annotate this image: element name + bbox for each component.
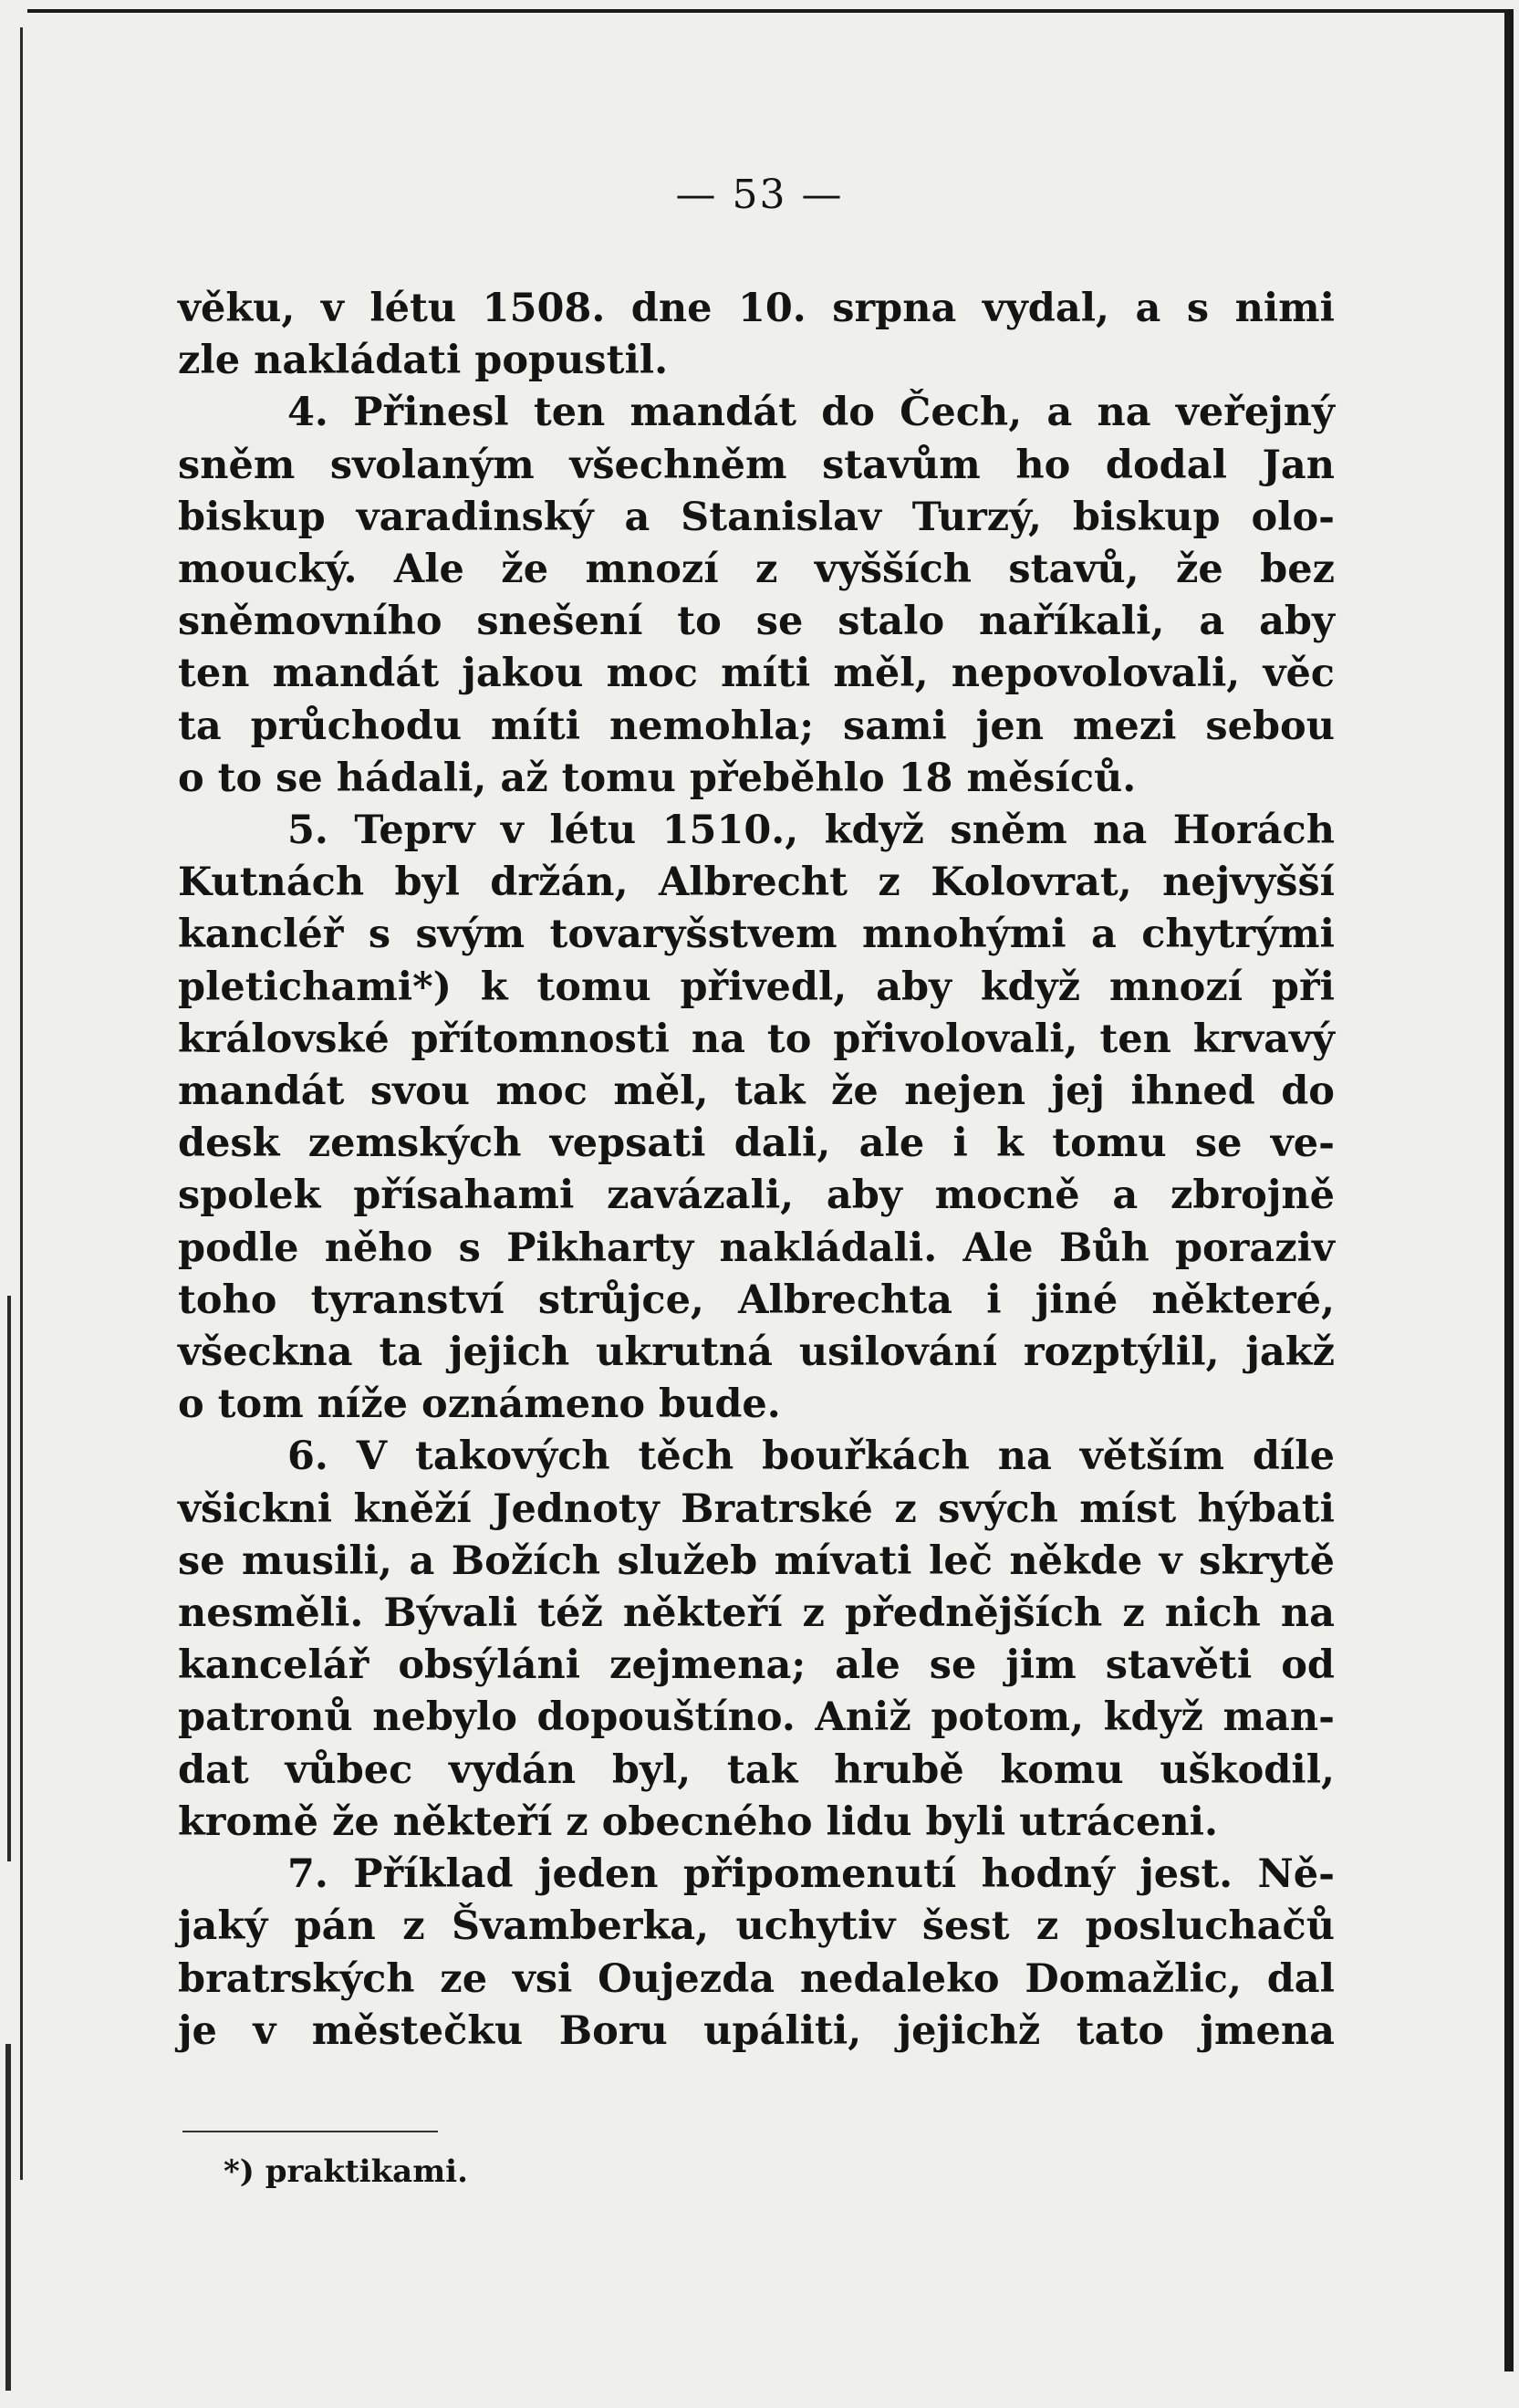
text-line: královské přítomnosti na to přivolovali, ten krvavý <box>178 1016 1335 1062</box>
text-line: všeckna ta jejich ukrutná usilování rozptýlil, jakž <box>178 1329 1335 1376</box>
text-line: spolek přísahami zavázali, aby mocně a zbrojně <box>178 1173 1335 1219</box>
text-line: zle nakládati popustil. <box>178 338 669 384</box>
text-line: podle něho s Pikharty nakládali. Ale Bůh poraziv <box>178 1225 1335 1271</box>
text-line: sněm svolaným všechněm stavům ho dodal Jan <box>178 442 1335 488</box>
page-body <box>178 283 1335 2058</box>
text-line: o tom níže oznámeno bude. <box>178 1381 781 1428</box>
text-line: kancléř s svým tovaryšstvem mnohými a chytrými <box>178 912 1335 958</box>
text-line: ta průchodu míti nemohla; sami jen mezi sebou <box>178 703 1335 749</box>
text-line: 4. Přinesl ten mandát do Čech, a na veřejný <box>287 390 1335 436</box>
text-line: věku, v létu 1508. dne 10. srpna vydal, a s nimi <box>178 286 1335 331</box>
text-line: desk zemských vepsati dali, ale i k tomu se ve- <box>178 1121 1335 1167</box>
text-line: ten mandát jakou moc míti měl, nepovolovali, věc <box>178 651 1335 697</box>
scan-edge-left-lower <box>7 1296 11 1861</box>
text-line: 6. V takových těch bouřkách na větším díle <box>287 1433 1335 1480</box>
text-line: toho tyranství strůjce, Albrechta i jiné některé, <box>178 1277 1335 1323</box>
text-line: bratrských ze vsi Oujezda nedaleko Domažlic, dal <box>178 1955 1335 2002</box>
scan-edge-top <box>27 9 1508 13</box>
text-line: patronů nebylo dopouštíno. Aniž potom, když man- <box>178 1694 1335 1741</box>
text-line: moucký. Ale že mnozí z vyšších stavů, že bez <box>178 547 1335 593</box>
page-number: — 53 — <box>675 172 844 218</box>
text-line: Kutnách byl držán, Albrecht z Kolovrat, nejvyšší <box>178 860 1335 906</box>
text-line: dat vůbec vydán byl, tak hrubě komu uškodil, <box>178 1746 1335 1793</box>
footnote: *) praktikami. <box>224 2153 468 2190</box>
scan-edge-left <box>20 27 23 2180</box>
scan-edge-left-bottom <box>5 2044 11 2391</box>
text-line: nesměli. Bývali též někteří z přednějších z nich na <box>178 1590 1335 1637</box>
text-line: všickni kněží Jednoty Bratrské z svých míst hýbati <box>178 1485 1335 1532</box>
text-line: o to se hádali, až tomu přeběhlo 18 měsíců. <box>178 755 1137 801</box>
text-line: jaký pán z Švamberka, uchytiv šest z posluchačů <box>178 1903 1335 1950</box>
text-line: 5. Teprv v létu 1510., když sněm na Horách <box>287 808 1335 854</box>
text-line: mandát svou moc měl, tak že nejen jej ihned do <box>178 1068 1335 1115</box>
text-line: kancelář obsýláni zejmena; ale se jim stavěti od <box>178 1642 1335 1689</box>
text-line: kromě že někteří z obecného lidu byli utráceni. <box>178 1798 1218 1845</box>
scan-edge-right <box>1504 9 1514 2372</box>
footnote-divider <box>182 2131 438 2132</box>
text-line: pletichami*) k tomu přivedl, aby když mnozí při <box>178 964 1335 1010</box>
text-line: je v městečku Boru upáliti, jejichž tato jmena <box>178 2007 1335 2054</box>
text-line: biskup varadinský a Stanislav Turzý, biskup olo- <box>178 494 1335 540</box>
text-line: 7. Příklad jeden připomenutí hodný jest. Ně- <box>287 1851 1335 1898</box>
text-line: sněmovního snešení to se stalo naříkali, a aby <box>178 599 1335 645</box>
text-line: se musili, a Božích služeb mívati leč někde v skrytě <box>178 1538 1335 1584</box>
